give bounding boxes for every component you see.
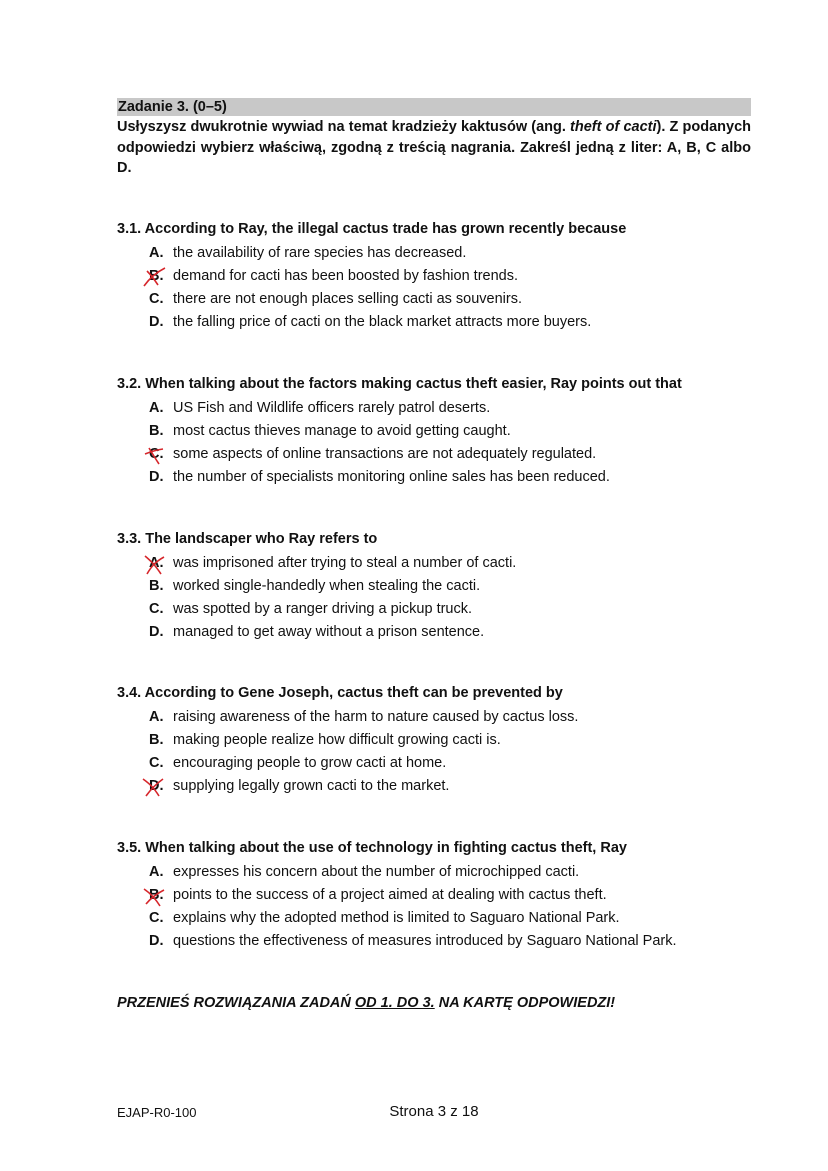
option-c[interactable] <box>149 443 757 466</box>
options-list <box>149 242 757 334</box>
option-letter: C. <box>149 446 164 462</box>
option-text: making people realize how difficult growing cacti is. <box>173 732 501 748</box>
question-3-4 <box>117 683 757 798</box>
option-d[interactable] <box>149 775 757 798</box>
option-c[interactable] <box>149 598 757 621</box>
question-3-1 <box>117 219 757 334</box>
option-text: US Fish and Wildlife officers rarely patrol deserts. <box>173 400 491 416</box>
option-a[interactable] <box>149 706 757 729</box>
option-d[interactable] <box>149 311 757 334</box>
option-letter: A. <box>149 245 164 261</box>
options-list <box>149 861 757 953</box>
exam-code: EJAP-R0-100 <box>117 1105 197 1120</box>
question-stem: 3.2. When talking about the factors making cactus theft easier, Ray points out that <box>117 376 682 392</box>
option-text: the falling price of cacti on the black market attracts more buyers. <box>173 314 592 330</box>
option-a[interactable] <box>149 552 757 575</box>
option-letter: C. <box>149 601 164 617</box>
option-b[interactable] <box>149 729 757 752</box>
option-text: most cactus thieves manage to avoid getting caught. <box>173 423 511 439</box>
question-stem: 3.5. When talking about the use of technology in fighting cactus theft, Ray <box>117 840 627 856</box>
option-text: was spotted by a ranger driving a pickup truck. <box>173 601 473 617</box>
option-d[interactable] <box>149 621 757 644</box>
option-c[interactable] <box>149 752 757 775</box>
transfer-text-1: PRZENIEŚ ROZWIĄZANIA ZADAŃ <box>117 995 355 1011</box>
option-c[interactable] <box>149 907 757 930</box>
option-letter: B. <box>149 732 164 748</box>
question-stem: 3.1. According to Ray, the illegal cactus trade has grown recently because <box>117 221 627 237</box>
option-letter: A. <box>149 864 164 880</box>
transfer-underlined: OD 1. DO 3. <box>354 995 435 1011</box>
question-3-2 <box>117 374 757 489</box>
option-b[interactable] <box>149 884 757 907</box>
option-text: explains why the adopted method is limited to Saguaro National Park. <box>173 910 620 926</box>
option-d[interactable] <box>149 930 757 953</box>
instructions-text-1: Usłyszysz dwukrotnie wywiad na temat kradzieży kaktusów (ang. <box>117 119 571 135</box>
transfer-instruction <box>117 993 615 1013</box>
page-number: Strona 3 z 18 <box>389 1103 479 1120</box>
option-b[interactable] <box>149 265 757 288</box>
option-letter: D. <box>149 314 164 330</box>
instructions-text-2: ). Z podanych odpowiedzi wybierz właściwą, zgodną z treścią nagrania. Zakreśl jedną z liter: A, B, C albo D. <box>117 119 751 176</box>
option-text: the number of specialists monitoring online sales has been reduced. <box>173 469 610 485</box>
option-text: expresses his concern about the number of microchipped cacti. <box>173 864 580 880</box>
question-stem: 3.4. According to Gene Joseph, cactus theft can be prevented by <box>117 685 563 701</box>
option-letter: D. <box>149 933 164 949</box>
transfer-text-2: NA KARTĘ ODPOWIEDZI! <box>434 995 616 1011</box>
option-a[interactable] <box>149 397 757 420</box>
option-b[interactable] <box>149 420 757 443</box>
option-d[interactable] <box>149 466 757 489</box>
option-letter: C. <box>149 755 164 771</box>
option-text: supplying legally grown cacti to the market. <box>173 778 450 794</box>
option-text: demand for cacti has been boosted by fashion trends. <box>173 268 518 284</box>
option-text: the availability of rare species has decreased. <box>173 245 467 261</box>
option-letter: A. <box>149 400 164 416</box>
option-text: questions the effectiveness of measures introduced by Saguaro National Park. <box>173 933 677 949</box>
option-text: there are not enough places selling cacti as souvenirs. <box>173 291 523 307</box>
option-b[interactable] <box>149 575 757 598</box>
option-letter: D. <box>149 778 164 794</box>
option-letter: D. <box>149 469 164 485</box>
options-list <box>149 397 757 489</box>
option-text: raising awareness of the harm to nature caused by cactus loss. <box>173 709 579 725</box>
option-letter: D. <box>149 624 164 640</box>
option-letter: A. <box>149 709 164 725</box>
option-c[interactable] <box>149 288 757 311</box>
option-letter: B. <box>149 268 164 284</box>
option-letter: B. <box>149 578 164 594</box>
option-letter: B. <box>149 423 164 439</box>
option-text: worked single-handedly when stealing the cacti. <box>173 578 481 594</box>
option-text: some aspects of online transactions are not adequately regulated. <box>173 446 597 462</box>
option-text: was imprisoned after trying to steal a number of cacti. <box>173 555 517 571</box>
instructions-italic: theft of cacti <box>570 119 657 135</box>
options-list <box>149 706 757 798</box>
question-stem: 3.3. The landscaper who Ray refers to <box>117 531 378 547</box>
task-header: Zadanie 3. (0–5) <box>117 98 751 116</box>
question-3-3 <box>117 529 757 644</box>
option-a[interactable] <box>149 861 757 884</box>
task-instructions <box>117 117 751 179</box>
option-text: managed to get away without a prison sentence. <box>173 624 485 640</box>
option-letter: B. <box>149 887 164 903</box>
option-text: encouraging people to grow cacti at home. <box>173 755 447 771</box>
option-text: points to the success of a project aimed at dealing with cactus theft. <box>173 887 607 903</box>
question-3-5 <box>117 838 757 953</box>
option-letter: A. <box>149 555 164 571</box>
option-a[interactable] <box>149 242 757 265</box>
option-letter: C. <box>149 291 164 307</box>
options-list <box>149 552 757 644</box>
option-letter: C. <box>149 910 164 926</box>
